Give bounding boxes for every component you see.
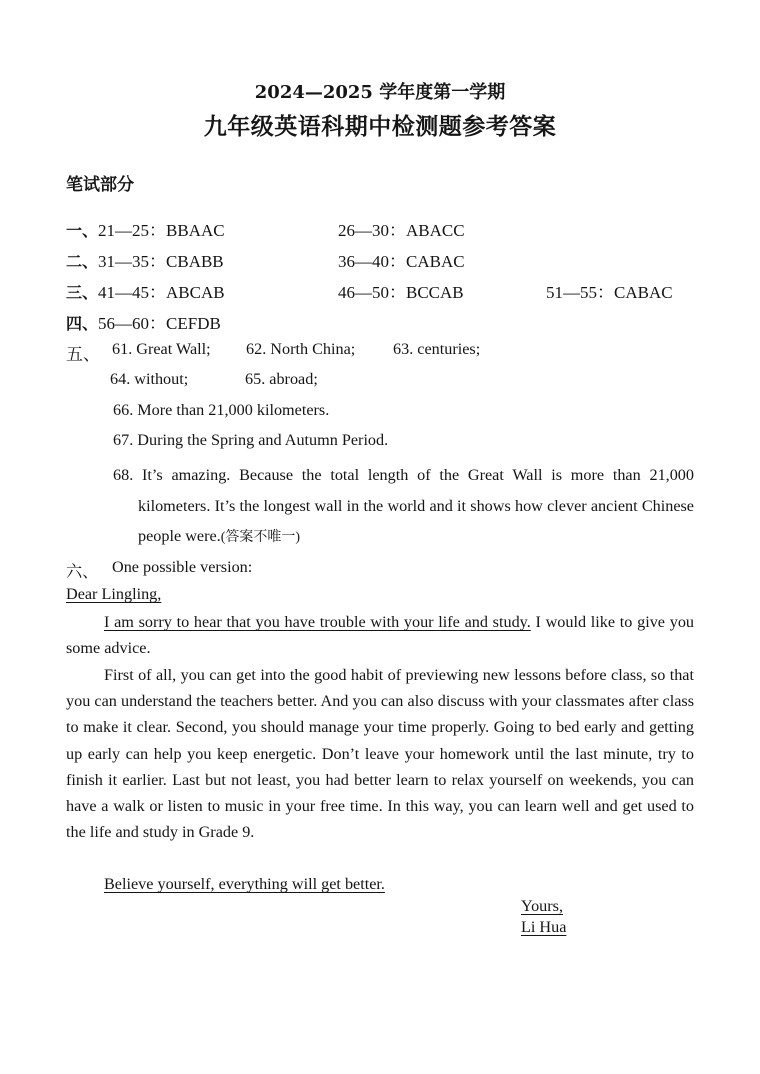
letter-signature: Li Hua <box>521 918 567 936</box>
answer-62: 62. North China; <box>246 340 356 358</box>
mc-row-label: 四、 <box>66 314 99 333</box>
mc-row-label: 一、 <box>66 221 99 240</box>
mc-group: 51—55：CABAC <box>546 283 673 302</box>
term-heading: 2024—2025 学年度第一学期 <box>254 82 506 103</box>
mc-row-3 <box>66 278 225 303</box>
letter-closing: Yours, <box>521 897 563 915</box>
document-title: 九年级英语科期中检测题参考答案 <box>203 113 557 140</box>
letter-paragraph-1-rest: I would like to give you some advice. <box>66 613 695 658</box>
mc-row-4 <box>66 309 221 334</box>
mc-row-label: 三、 <box>66 283 99 302</box>
answer-65: 65. abroad; <box>245 370 318 388</box>
mc-group: 36—40：CABAC <box>338 252 465 271</box>
part6-label: 六、 <box>66 563 99 581</box>
letter-topic-sentence: I am sorry to hear that you have trouble with your life and study. <box>104 613 531 631</box>
letter-greeting: Dear Lingling, <box>66 585 162 603</box>
mc-group: 21—25：BBAAC <box>98 221 225 240</box>
answer-64: 64. without; <box>110 370 189 388</box>
part5-label: 五、 <box>66 345 100 364</box>
answer-68 <box>113 460 694 554</box>
letter-paragraph-2: First of all, you can get into the good habit of previewing new lessons before class, so that you can understand the teachers better. And you can also discuss with your classmates after class to make it clear. Second, you should manage your time properly. Going to bed early and getting up early can help you keep energetic. Don’t leave your homework until the last minute, try to finish it earlier. Last but not least, you had better learn to relax yourself on weekends, you can have a walk or listen to music in your free time. In this way, you can learn well and get used to the life and study in Grade 9. <box>66 666 694 842</box>
mc-group: 46—50：BCCAB <box>338 283 464 302</box>
answer-66: 66. More than 21,000 kilometers. <box>113 401 330 419</box>
section-title: 笔试部分 <box>66 175 134 195</box>
mc-group: 26—30：ABACC <box>338 221 465 240</box>
mc-group: 31—35：CBABB <box>98 252 224 271</box>
part6-intro: One possible version: <box>112 558 253 576</box>
mc-group: 56—60：CEFDB <box>98 314 221 333</box>
answer-63: 63. centuries; <box>393 340 481 358</box>
answer-68-text: 68. It’s amazing. Because the total length of the Great Wall is more than 21,000 kilometers. It’s the longest wall in the world and it shows how clever ancient Chinese people were. <box>113 466 694 545</box>
answer-68-note: (答案不唯一) <box>220 530 301 545</box>
mc-row-label: 二、 <box>66 252 99 271</box>
answer-67: 67. During the Spring and Autumn Period. <box>113 431 389 449</box>
mc-row-1 <box>66 216 225 241</box>
mc-row-2 <box>66 247 224 272</box>
letter-paragraph-1 <box>66 609 694 661</box>
answer-61: 61. Great Wall; <box>112 340 211 358</box>
mc-group: 41—45：ABCAB <box>98 283 225 302</box>
letter-closing-sentence: Believe yourself, everything will get better. <box>104 875 385 893</box>
